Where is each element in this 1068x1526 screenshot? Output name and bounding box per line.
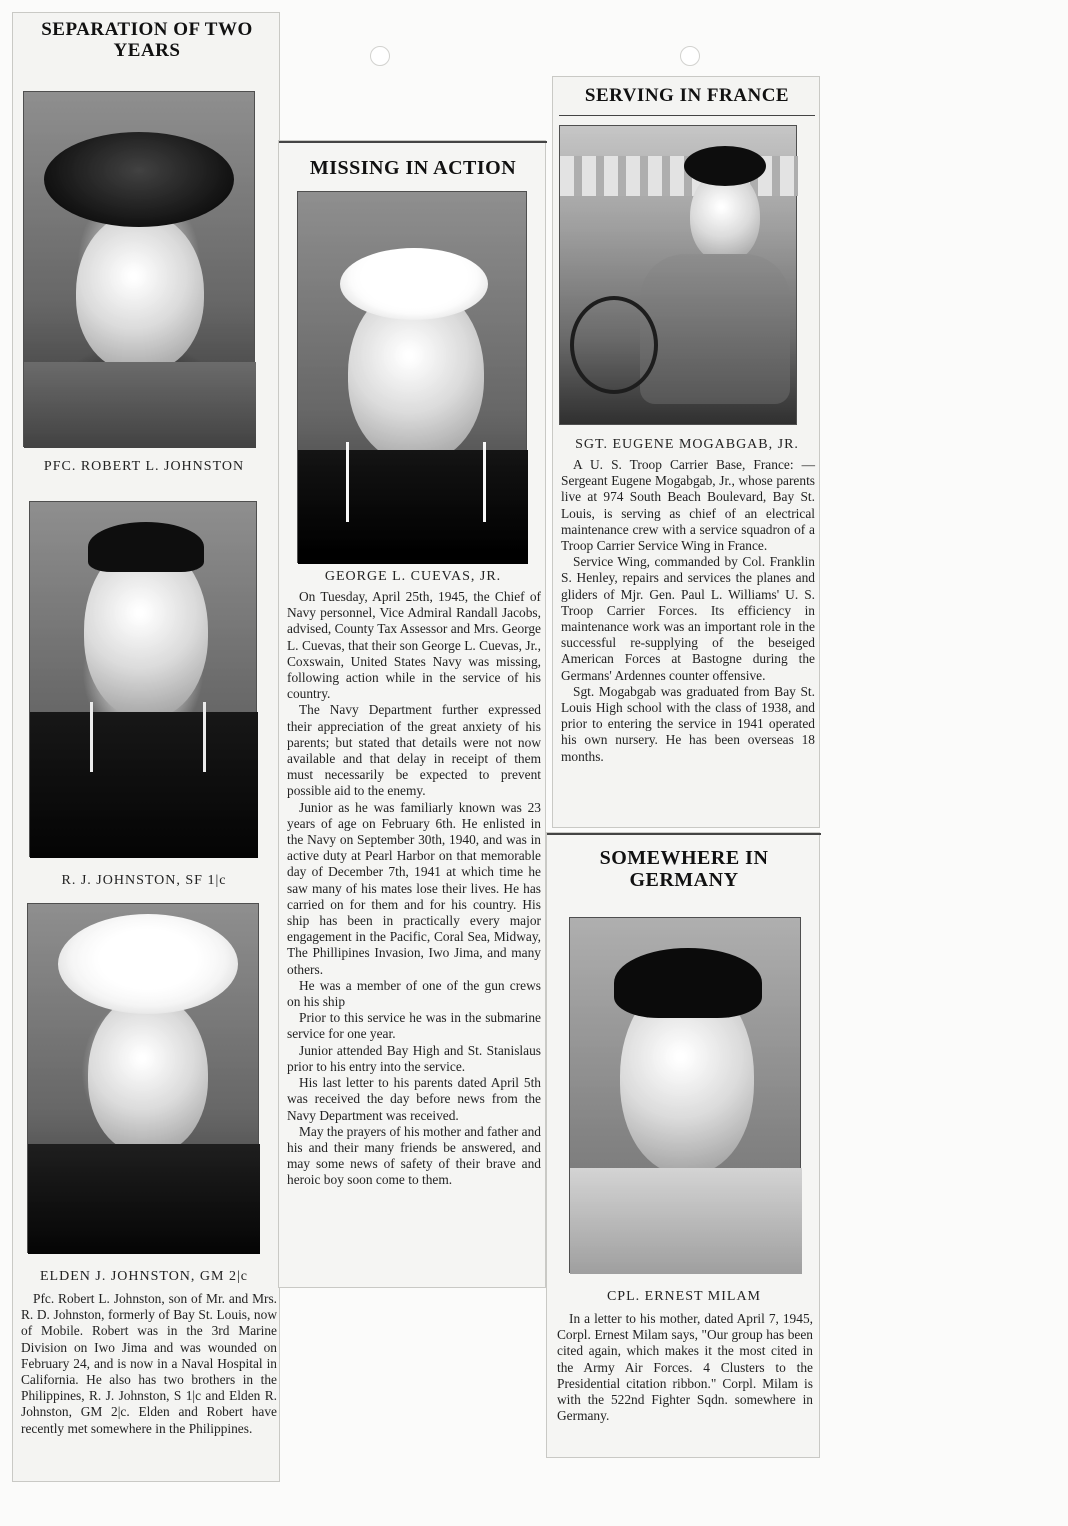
center-clipping — [278, 140, 546, 1288]
headline-line: SOMEWHERE IN — [599, 847, 769, 869]
binder-hole — [680, 46, 700, 66]
paragraph: His last letter to his parents dated April 5th was received the day before news from the Navy Department was received. — [287, 1075, 541, 1123]
paragraph: He was a member of one of the gun crews on his ship — [287, 977, 541, 1010]
caption-ernest-milam: CPL. ERNEST MILAM — [606, 1289, 762, 1304]
paragraph: Service Wing, commanded by Col. Franklin S. Henley, repairs and services the planes and gliders of Mjr. Gen. Paul L. Williams' U. S. Troop Carrier Forces. Its efficiency in maintenance work was an important role in the successful re-supplying of the beseiged American Forces at Bastogne during the Germans' Ardennes counter offensive. — [561, 554, 815, 683]
photo-ernest-milam — [569, 917, 801, 1273]
caption-george-cuevas: GEORGE L. CUEVAS, JR. — [324, 569, 502, 584]
paragraph: On Tuesday, April 25th, 1945, the Chief of Navy personnel, Vice Admiral Randall Jacobs, advised, County Tax Assessor and Mrs. George L. Cuevas, that their son George L. Cuevas, Jr., Coxswain, United States Navy was missing, following action while in the service of his country. — [287, 589, 541, 702]
paragraph: Prior to this service he was in the submarine service for one year. — [287, 1010, 541, 1042]
center-headline: MISSING IN ACTION — [309, 157, 517, 179]
paragraph: The Navy Department further expressed their appreciation of the great anxiety of his parents; but stated that details were not now available and that delay in receipt of them must necessarily be expected to prevent possible aid to the enemy. — [287, 702, 541, 799]
right-bottom-headline — [551, 847, 817, 892]
photo-george-cuevas — [297, 191, 527, 563]
photo-eugene-mogabgab — [559, 125, 797, 425]
caption-elden-johnston: ELDEN J. JOHNSTON, GM 2|c — [40, 1269, 248, 1284]
center-article-body — [287, 589, 541, 1189]
binder-hole — [370, 46, 390, 66]
photo-elden-johnston — [27, 903, 259, 1253]
paragraph: Sgt. Mogabgab was graduated from Bay St. Louis High school with the class of 1938, and prior to entering the service in 1941 operated his own nursery. He has been overseas 18 months. — [561, 683, 815, 764]
left-article-body: Pfc. Robert L. Johnston, son of Mr. and Mrs. R. D. Johnston, formerly of Bay St. Louis, now of Mobile. Robert was in the 3rd Marine Division on Iwo Jima and was wounded on February 24, and is now in a Naval Hospital in California. He also has two brothers in the Philippines, R. J. Johnston, S 1|c and Elden R. Johnston, GM 2|c. Elden and Robert have recently met somewhere in the Philippines. — [21, 1291, 277, 1436]
left-headline: SEPARATION OF TWO YEARS — [41, 19, 253, 62]
caption-robert-johnston: PFC. ROBERT L. JOHNSTON — [43, 459, 245, 474]
paragraph: Junior attended Bay High and St. Stanislaus prior to his entry into the service. — [287, 1042, 541, 1074]
right-top-clipping — [552, 76, 820, 828]
right-top-article-body — [561, 457, 815, 765]
right-top-headline: SERVING IN FRANCE — [584, 85, 790, 106]
paragraph: Junior as he was familiarly known was 23 years of age on February 6th. He enlisted in the Navy on September 30th, 1940, and was in active duty at Pearl Harbor on that memorable day of December 7th, 1941 at which time he saw many of his mates lose their lives. He has carried on for them and for his country. His ship has been in practically every major engagement in the Pacific, Coral Sea, Midway, The Phillipines Invasion, Iwo Jima, and many others. — [287, 799, 541, 977]
paragraph: A U. S. Troop Carrier Base, France: —Sergeant Eugene Mogabgab, Jr., whose parents live at 974 South Beach Boulevard, Bay St. Louis, is serving as chief of an electrical maintenance crew with a service squadron of a Troop Carrier Service Wing in France. — [561, 457, 815, 554]
caption-eugene-mogabgab: SGT. EUGENE MOGABGAB, JR. — [575, 437, 799, 452]
headline-line: GERMANY — [629, 869, 739, 892]
photo-robert-johnston — [23, 91, 255, 447]
left-clipping — [12, 12, 280, 1482]
photo-rj-johnston — [29, 501, 257, 857]
caption-rj-johnston: R. J. JOHNSTON, SF 1|c — [61, 873, 227, 888]
paragraph: May the prayers of his mother and father and his and their many friends be answered, and may some news of safety of their brave and heroic boy soon come to them. — [287, 1123, 541, 1188]
right-bottom-article-body: In a letter to his mother, dated April 7, 1945, Corpl. Ernest Milam says, "Our group has been cited again, which makes it the most cited in the Army Air Forces. 4 Clusters to the Presidential citation ribbon." Corpl. Milam is with the 522nd Fighter Sqdn. somewhere in Germany. — [557, 1311, 813, 1424]
right-bottom-clipping — [546, 832, 820, 1458]
